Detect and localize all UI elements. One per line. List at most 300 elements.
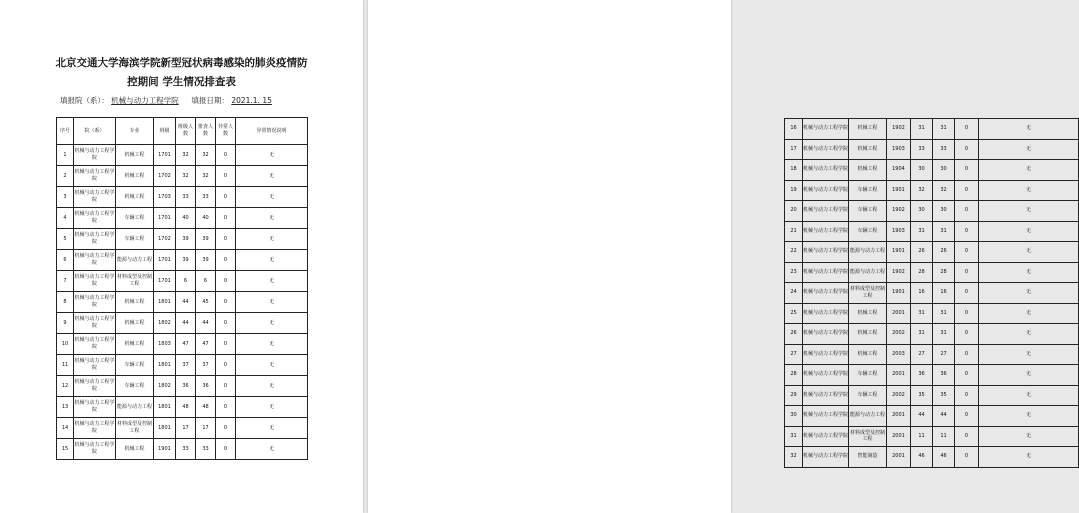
major-cell: 机械工程 — [116, 334, 154, 355]
class-cell: 1702 — [154, 166, 176, 187]
row-number: 23 — [785, 262, 803, 283]
class-cell: 1901 — [887, 242, 911, 263]
row-number: 3 — [57, 187, 74, 208]
class-size-cell: 44 — [176, 292, 196, 313]
major-cell: 机械工程 — [116, 292, 154, 313]
row-number: 5 — [57, 229, 74, 250]
department-cell: 机械与动力工程学院 — [803, 119, 849, 140]
checked-count-cell: 28 — [933, 262, 955, 283]
row-number: 31 — [785, 426, 803, 447]
class-cell: 1903 — [887, 139, 911, 160]
major-cell: 能源与动力工程 — [116, 250, 154, 271]
table-row — [57, 292, 308, 313]
header-cell: 排查人数 — [196, 118, 216, 145]
abnormal-count-cell: 0 — [216, 292, 236, 313]
abnormal-count-cell: 0 — [955, 283, 979, 304]
department-cell: 机械与动力工程学院 — [74, 334, 116, 355]
department-cell: 机械与动力工程学院 — [803, 406, 849, 427]
checked-count-cell: 31 — [933, 221, 955, 242]
class-size-cell: 48 — [176, 397, 196, 418]
class-size-cell: 16 — [911, 283, 933, 304]
abnormal-note-cell: 无 — [979, 385, 1079, 406]
table-row — [57, 208, 308, 229]
table-row — [785, 385, 1079, 406]
major-cell: 材料成型及控制工程 — [116, 271, 154, 292]
major-cell: 机械工程 — [116, 166, 154, 187]
major-cell: 车辆工程 — [849, 365, 887, 386]
class-size-cell: 31 — [911, 324, 933, 345]
class-cell: 1703 — [154, 187, 176, 208]
major-cell: 车辆工程 — [849, 385, 887, 406]
table-row — [785, 119, 1079, 140]
abnormal-note-cell: 无 — [979, 426, 1079, 447]
row-number: 16 — [785, 119, 803, 140]
checked-count-cell: 36 — [196, 376, 216, 397]
table-row — [785, 283, 1079, 304]
checked-count-cell: 47 — [196, 334, 216, 355]
checked-count-cell: 33 — [933, 139, 955, 160]
header-cell: 班级人数 — [176, 118, 196, 145]
row-number: 12 — [57, 376, 74, 397]
major-cell: 能源与动力工程 — [849, 406, 887, 427]
abnormal-count-cell: 0 — [955, 406, 979, 427]
header-cell: 异常情况说明 — [236, 118, 308, 145]
row-number: 9 — [57, 313, 74, 334]
class-cell: 1902 — [887, 201, 911, 222]
row-number: 18 — [785, 160, 803, 181]
dept-value: 机械与动力工程学院 — [111, 96, 179, 105]
abnormal-count-cell: 0 — [216, 145, 236, 166]
checked-count-cell: 32 — [933, 180, 955, 201]
class-cell: 2001 — [887, 406, 911, 427]
abnormal-count-cell: 0 — [216, 334, 236, 355]
abnormal-note-cell: 无 — [979, 303, 1079, 324]
department-cell: 机械与动力工程学院 — [74, 418, 116, 439]
department-cell: 机械与动力工程学院 — [74, 292, 116, 313]
checked-count-cell: 32 — [196, 166, 216, 187]
major-cell: 机械工程 — [849, 119, 887, 140]
abnormal-note-cell: 无 — [236, 250, 308, 271]
class-cell: 1902 — [887, 262, 911, 283]
abnormal-note-cell: 无 — [236, 376, 308, 397]
class-size-cell: 32 — [911, 180, 933, 201]
row-number: 8 — [57, 292, 74, 313]
abnormal-count-cell: 0 — [216, 397, 236, 418]
abnormal-count-cell: 0 — [955, 160, 979, 181]
class-size-cell: 27 — [911, 344, 933, 365]
class-size-cell: 36 — [176, 376, 196, 397]
table-row — [785, 180, 1079, 201]
header-cell: 异常人数 — [216, 118, 236, 145]
class-cell: 2002 — [887, 324, 911, 345]
row-number: 14 — [57, 418, 74, 439]
row-number: 25 — [785, 303, 803, 324]
checked-count-cell: 45 — [196, 292, 216, 313]
abnormal-note-cell: 无 — [979, 119, 1079, 140]
row-number: 27 — [785, 344, 803, 365]
abnormal-count-cell: 0 — [955, 385, 979, 406]
checked-count-cell: 33 — [196, 187, 216, 208]
abnormal-count-cell: 0 — [955, 119, 979, 140]
table-row — [785, 139, 1079, 160]
class-size-cell: 39 — [176, 250, 196, 271]
class-cell: 1904 — [887, 160, 911, 181]
class-size-cell: 32 — [176, 145, 196, 166]
department-cell: 机械与动力工程学院 — [803, 242, 849, 263]
abnormal-note-cell: 无 — [236, 187, 308, 208]
class-cell: 2001 — [887, 365, 911, 386]
abnormal-note-cell: 无 — [236, 166, 308, 187]
major-cell: 机械工程 — [849, 139, 887, 160]
row-number: 1 — [57, 145, 74, 166]
class-size-cell: 39 — [176, 229, 196, 250]
major-cell: 车辆工程 — [116, 229, 154, 250]
row-number: 19 — [785, 180, 803, 201]
major-cell: 材料成型及控制工程 — [849, 283, 887, 304]
abnormal-count-cell: 0 — [955, 303, 979, 324]
major-cell: 机械工程 — [849, 344, 887, 365]
major-cell: 车辆工程 — [849, 221, 887, 242]
class-cell: 1801 — [154, 397, 176, 418]
row-number: 26 — [785, 324, 803, 345]
major-cell: 智能制造 — [849, 447, 887, 468]
date-value: 2021.1. 15 — [231, 96, 272, 105]
class-size-cell: 28 — [911, 262, 933, 283]
abnormal-count-cell: 0 — [216, 166, 236, 187]
abnormal-count-cell: 0 — [216, 208, 236, 229]
abnormal-note-cell: 无 — [979, 242, 1079, 263]
class-cell: 1701 — [154, 250, 176, 271]
class-cell: 1803 — [154, 334, 176, 355]
abnormal-count-cell: 0 — [955, 201, 979, 222]
abnormal-note-cell: 无 — [236, 208, 308, 229]
class-cell: 1701 — [154, 208, 176, 229]
class-size-cell: 17 — [176, 418, 196, 439]
abnormal-note-cell: 无 — [979, 201, 1079, 222]
department-cell: 机械与动力工程学院 — [74, 271, 116, 292]
abnormal-count-cell: 0 — [216, 313, 236, 334]
table-row — [57, 397, 308, 418]
document-page-1 — [0, 0, 363, 513]
class-cell: 1802 — [154, 313, 176, 334]
checked-count-cell: 30 — [933, 201, 955, 222]
checked-count-cell: 39 — [196, 229, 216, 250]
class-cell: 1903 — [887, 221, 911, 242]
row-number: 29 — [785, 385, 803, 406]
abnormal-count-cell: 0 — [955, 344, 979, 365]
abnormal-note-cell: 无 — [236, 355, 308, 376]
abnormal-note-cell: 无 — [236, 229, 308, 250]
class-cell: 1901 — [887, 283, 911, 304]
header-cell: 班级 — [154, 118, 176, 145]
dept-label: 填报院（系）： — [60, 96, 109, 105]
department-cell: 机械与动力工程学院 — [74, 355, 116, 376]
checked-count-cell: 48 — [196, 397, 216, 418]
major-cell: 机械工程 — [849, 160, 887, 181]
abnormal-note-cell: 无 — [979, 365, 1079, 386]
row-number: 11 — [57, 355, 74, 376]
class-size-cell: 40 — [176, 208, 196, 229]
abnormal-note-cell: 无 — [979, 180, 1079, 201]
major-cell: 车辆工程 — [116, 376, 154, 397]
abnormal-note-cell: 无 — [979, 344, 1079, 365]
abnormal-count-cell: 0 — [955, 139, 979, 160]
row-number: 21 — [785, 221, 803, 242]
department-cell: 机械与动力工程学院 — [803, 139, 849, 160]
class-size-cell: 47 — [176, 334, 196, 355]
checked-count-cell: 16 — [933, 283, 955, 304]
table-header-row — [57, 118, 308, 145]
department-cell: 机械与动力工程学院 — [803, 426, 849, 447]
checked-count-cell: 39 — [196, 250, 216, 271]
row-number: 13 — [57, 397, 74, 418]
abnormal-count-cell: 0 — [216, 271, 236, 292]
row-number: 30 — [785, 406, 803, 427]
class-cell: 1901 — [154, 439, 176, 460]
checked-count-cell: 17 — [196, 418, 216, 439]
row-number: 2 — [57, 166, 74, 187]
abnormal-count-cell: 0 — [955, 180, 979, 201]
table-row — [785, 221, 1079, 242]
checked-count-cell: 33 — [196, 439, 216, 460]
class-cell: 1801 — [154, 418, 176, 439]
class-size-cell: 44 — [176, 313, 196, 334]
class-size-cell: 33 — [176, 439, 196, 460]
major-cell: 车辆工程 — [849, 201, 887, 222]
abnormal-count-cell: 0 — [955, 365, 979, 386]
department-cell: 机械与动力工程学院 — [803, 160, 849, 181]
department-cell: 机械与动力工程学院 — [74, 187, 116, 208]
table-row — [57, 355, 308, 376]
document-title-line1: 北京交通大学海滨学院新型冠状病毒感染的肺炎疫情防 — [55, 57, 308, 69]
class-size-cell: 30 — [911, 201, 933, 222]
department-cell: 机械与动力工程学院 — [74, 208, 116, 229]
major-cell: 机械工程 — [849, 324, 887, 345]
row-number: 22 — [785, 242, 803, 263]
abnormal-note-cell: 无 — [979, 283, 1079, 304]
table-row — [785, 344, 1079, 365]
table-row — [57, 187, 308, 208]
student-check-table-page2 — [784, 118, 1079, 468]
table-row — [57, 439, 308, 460]
fill-info-row — [60, 95, 350, 106]
abnormal-note-cell: 无 — [236, 271, 308, 292]
department-cell: 机械与动力工程学院 — [74, 439, 116, 460]
major-cell: 材料成型及控制工程 — [116, 418, 154, 439]
class-size-cell: 31 — [911, 221, 933, 242]
abnormal-note-cell: 无 — [236, 292, 308, 313]
checked-count-cell: 30 — [933, 160, 955, 181]
abnormal-note-cell: 无 — [236, 439, 308, 460]
department-cell: 机械与动力工程学院 — [803, 365, 849, 386]
row-number: 24 — [785, 283, 803, 304]
class-cell: 2001 — [887, 303, 911, 324]
abnormal-count-cell: 0 — [216, 187, 236, 208]
table-row — [57, 229, 308, 250]
table-row — [57, 166, 308, 187]
table-row — [57, 334, 308, 355]
abnormal-note-cell: 无 — [236, 145, 308, 166]
class-cell: 2001 — [887, 426, 911, 447]
abnormal-count-cell: 0 — [216, 250, 236, 271]
major-cell: 机械工程 — [849, 303, 887, 324]
table-row — [57, 418, 308, 439]
abnormal-count-cell: 0 — [955, 447, 979, 468]
major-cell: 车辆工程 — [849, 180, 887, 201]
table-row — [785, 447, 1079, 468]
checked-count-cell: 31 — [933, 119, 955, 140]
table-row — [785, 303, 1079, 324]
department-cell: 机械与动力工程学院 — [74, 229, 116, 250]
table-row — [785, 201, 1079, 222]
checked-count-cell: 11 — [933, 426, 955, 447]
table-row — [57, 313, 308, 334]
class-size-cell: 31 — [911, 303, 933, 324]
row-number: 28 — [785, 365, 803, 386]
checked-count-cell: 31 — [933, 303, 955, 324]
checked-count-cell: 37 — [196, 355, 216, 376]
abnormal-note-cell: 无 — [979, 262, 1079, 283]
department-cell: 机械与动力工程学院 — [803, 303, 849, 324]
department-cell: 机械与动力工程学院 — [74, 250, 116, 271]
department-cell: 机械与动力工程学院 — [74, 166, 116, 187]
class-size-cell: 35 — [911, 385, 933, 406]
row-number: 15 — [57, 439, 74, 460]
department-cell: 机械与动力工程学院 — [74, 376, 116, 397]
row-number: 10 — [57, 334, 74, 355]
row-number: 4 — [57, 208, 74, 229]
abnormal-note-cell: 无 — [979, 160, 1079, 181]
abnormal-note-cell: 无 — [979, 324, 1079, 345]
abnormal-count-cell: 0 — [216, 418, 236, 439]
checked-count-cell: 32 — [196, 145, 216, 166]
table-row — [785, 324, 1079, 345]
major-cell: 机械工程 — [116, 145, 154, 166]
table-row — [57, 376, 308, 397]
major-cell: 机械工程 — [116, 439, 154, 460]
row-number: 7 — [57, 271, 74, 292]
department-cell: 机械与动力工程学院 — [74, 397, 116, 418]
abnormal-count-cell: 0 — [955, 324, 979, 345]
department-cell: 机械与动力工程学院 — [74, 145, 116, 166]
checked-count-cell: 40 — [196, 208, 216, 229]
department-cell: 机械与动力工程学院 — [803, 201, 849, 222]
major-cell: 机械工程 — [116, 313, 154, 334]
checked-count-cell: 44 — [933, 406, 955, 427]
class-cell: 1802 — [154, 376, 176, 397]
department-cell: 机械与动力工程学院 — [803, 324, 849, 345]
checked-count-cell: 44 — [196, 313, 216, 334]
abnormal-note-cell: 无 — [236, 334, 308, 355]
department-cell: 机械与动力工程学院 — [803, 180, 849, 201]
major-cell: 能源与动力工程 — [116, 397, 154, 418]
abnormal-count-cell: 0 — [955, 242, 979, 263]
class-size-cell: 31 — [911, 119, 933, 140]
abnormal-count-cell: 0 — [955, 221, 979, 242]
student-check-table-page1 — [56, 117, 308, 460]
abnormal-note-cell: 无 — [979, 406, 1079, 427]
table-row — [785, 242, 1079, 263]
table-row — [57, 271, 308, 292]
row-number: 6 — [57, 250, 74, 271]
major-cell: 车辆工程 — [116, 355, 154, 376]
abnormal-note-cell: 无 — [236, 313, 308, 334]
table-row — [785, 262, 1079, 283]
class-cell: 1701 — [154, 271, 176, 292]
class-cell: 1701 — [154, 145, 176, 166]
checked-count-cell: 46 — [933, 447, 955, 468]
document-title-line2: 控期间 学生情况排查表 — [127, 76, 236, 88]
class-cell: 1702 — [154, 229, 176, 250]
department-cell: 机械与动力工程学院 — [803, 283, 849, 304]
abnormal-note-cell: 无 — [979, 221, 1079, 242]
class-size-cell: 11 — [911, 426, 933, 447]
class-cell: 2003 — [887, 344, 911, 365]
class-size-cell: 46 — [911, 447, 933, 468]
abnormal-count-cell: 0 — [216, 229, 236, 250]
class-size-cell: 6 — [176, 271, 196, 292]
abnormal-count-cell: 0 — [955, 426, 979, 447]
class-size-cell: 44 — [911, 406, 933, 427]
table-row — [785, 365, 1079, 386]
date-label: 填报日期： — [191, 96, 229, 105]
department-cell: 机械与动力工程学院 — [803, 262, 849, 283]
class-cell: 2002 — [887, 385, 911, 406]
class-size-cell: 33 — [911, 139, 933, 160]
checked-count-cell: 6 — [196, 271, 216, 292]
abnormal-count-cell: 0 — [216, 376, 236, 397]
checked-count-cell: 36 — [933, 365, 955, 386]
header-cell: 专业 — [116, 118, 154, 145]
department-cell: 机械与动力工程学院 — [803, 344, 849, 365]
major-cell: 能源与动力工程 — [849, 242, 887, 263]
class-size-cell: 32 — [176, 166, 196, 187]
table-row — [57, 250, 308, 271]
class-size-cell: 30 — [911, 160, 933, 181]
table-row — [785, 160, 1079, 181]
abnormal-note-cell: 无 — [236, 418, 308, 439]
row-number: 32 — [785, 447, 803, 468]
document-page-2 — [368, 0, 1031, 513]
table-row — [785, 426, 1079, 447]
class-cell: 1901 — [887, 180, 911, 201]
table-row — [57, 145, 308, 166]
department-cell: 机械与动力工程学院 — [803, 447, 849, 468]
header-cell: 院（系） — [74, 118, 116, 145]
class-cell: 2001 — [887, 447, 911, 468]
class-size-cell: 33 — [176, 187, 196, 208]
abnormal-count-cell: 0 — [216, 355, 236, 376]
class-cell: 1801 — [154, 292, 176, 313]
class-size-cell: 26 — [911, 242, 933, 263]
class-size-cell: 37 — [176, 355, 196, 376]
row-number: 20 — [785, 201, 803, 222]
checked-count-cell: 35 — [933, 385, 955, 406]
class-size-cell: 36 — [911, 365, 933, 386]
department-cell: 机械与动力工程学院 — [74, 313, 116, 334]
class-cell: 1801 — [154, 355, 176, 376]
abnormal-note-cell: 无 — [236, 397, 308, 418]
abnormal-note-cell: 无 — [979, 447, 1079, 468]
abnormal-note-cell: 无 — [979, 139, 1079, 160]
row-number: 17 — [785, 139, 803, 160]
major-cell: 机械工程 — [116, 187, 154, 208]
department-cell: 机械与动力工程学院 — [803, 385, 849, 406]
major-cell: 能源与动力工程 — [849, 262, 887, 283]
checked-count-cell: 31 — [933, 324, 955, 345]
major-cell: 材料成型及控制工程 — [849, 426, 887, 447]
table-row — [785, 406, 1079, 427]
